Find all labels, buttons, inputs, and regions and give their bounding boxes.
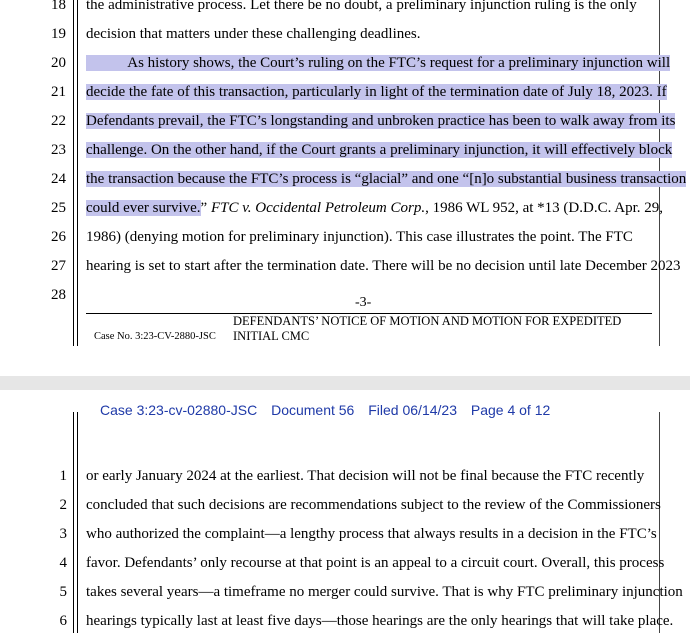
text-line <box>86 168 687 190</box>
ecf-header <box>100 402 560 418</box>
line-number: 2 <box>59 497 67 513</box>
document-page-4 <box>0 390 690 633</box>
header-page-count: Page 4 of 12 <box>470 402 551 418</box>
text-segment: , 1986 WL 952, at *13 (D.D.C. Apr. 29, <box>425 200 664 216</box>
line-number: 22 <box>51 113 66 129</box>
left-margin-line-inner <box>77 412 78 633</box>
highlighted-text: Defendants prevail, the FTC’s longstanding and unbroken practice has been to walk away from its <box>86 113 676 129</box>
text-line <box>86 523 657 545</box>
line-number: 5 <box>59 584 67 600</box>
text-line <box>86 139 673 161</box>
line-number: 24 <box>51 171 66 187</box>
text-line <box>86 197 664 219</box>
line-number: 3 <box>59 526 67 542</box>
highlighted-text: challenge. On the other hand, if the Court grants a preliminary injunction, it will effectively block <box>86 142 673 158</box>
line-number: 25 <box>51 200 66 216</box>
page-separator <box>0 376 690 390</box>
text-line <box>86 465 654 487</box>
text-line <box>86 610 674 632</box>
highlighted-text: could ever survive. <box>86 200 201 216</box>
header-case-number: Case 3:23-cv-02880-JSC <box>100 402 258 418</box>
line-number: 27 <box>51 258 66 274</box>
highlighted-text: decide the fate of this transaction, particularly in light of the termination date of July 18, 2023. If <box>86 84 667 100</box>
text-segment: concluded that such decisions are recommendations subject to the review of the Commissioners <box>86 497 661 513</box>
line-number: 26 <box>51 229 66 245</box>
line-number: 18 <box>51 0 66 13</box>
highlighted-text: the transaction because the FTC’s process is “glacial” and one “[n]o substantial business transaction <box>86 171 687 187</box>
left-margin-line <box>73 412 74 633</box>
header-filed-date: Filed 06/14/23 <box>368 402 457 418</box>
left-margin-line-inner <box>77 0 78 346</box>
text-line <box>86 23 654 45</box>
text-line <box>86 552 665 574</box>
left-margin-line <box>73 0 74 346</box>
text-segment: the administrative process. Let there be no doubt, a preliminary injunction ruling is the only <box>86 0 637 13</box>
footer-title-line-2: INITIAL CMC <box>233 329 310 343</box>
highlighted-text: As history shows, the Court’s ruling on the FTC’s request for a preliminary injunction will <box>86 55 671 71</box>
text-line <box>86 226 654 248</box>
text-segment: decision that matters under these challenging deadlines. <box>86 26 421 42</box>
line-number: 23 <box>51 142 66 158</box>
text-segment: hearings typically last at least five days—those hearings are the only hearings that will take place. <box>86 613 674 629</box>
line-number: 4 <box>59 555 67 571</box>
line-number: 28 <box>51 287 66 303</box>
text-segment: favor. Defendants’ only recourse at that point is an appeal to a circuit court. Overall, this process <box>86 555 665 571</box>
text-line <box>86 52 671 74</box>
line-number: 19 <box>51 26 66 42</box>
line-number: 20 <box>51 55 66 71</box>
text-line <box>86 494 661 516</box>
case-citation: FTC v. Occidental Petroleum Corp. <box>210 200 426 216</box>
text-line <box>86 255 681 277</box>
text-line <box>86 581 683 603</box>
line-number: 1 <box>59 468 67 484</box>
text-line <box>86 110 676 132</box>
text-segment: hearing is set to start after the termination date. There will be no decision until late December 2023 <box>86 258 681 274</box>
header-document-number: Document 56 <box>271 402 355 418</box>
text-segment: ” <box>200 200 211 216</box>
text-line <box>86 81 667 103</box>
line-number: 6 <box>59 613 67 629</box>
text-segment: takes several years—a timeframe no merger could survive. That is why FTC preliminary injunction <box>86 584 683 600</box>
text-line <box>86 0 654 16</box>
text-segment: who authorized the complaint—a lengthy process that always results in a decision in the FTC’s <box>86 526 657 542</box>
text-segment: 1986) (denying motion for preliminary injunction). This case illustrates the point. The FTC <box>86 229 633 245</box>
page-number: -3- <box>355 295 372 310</box>
footer-case-number: Case No. 3:23-CV-2880-JSC <box>94 331 216 342</box>
footer-title-line-1: DEFENDANTS’ NOTICE OF MOTION AND MOTION FOR EXPEDITED <box>233 314 622 328</box>
line-number: 21 <box>51 84 66 100</box>
footer-title <box>233 314 621 344</box>
text-segment: or early January 2024 at the earliest. That decision will not be final because the FTC recently <box>86 468 645 484</box>
